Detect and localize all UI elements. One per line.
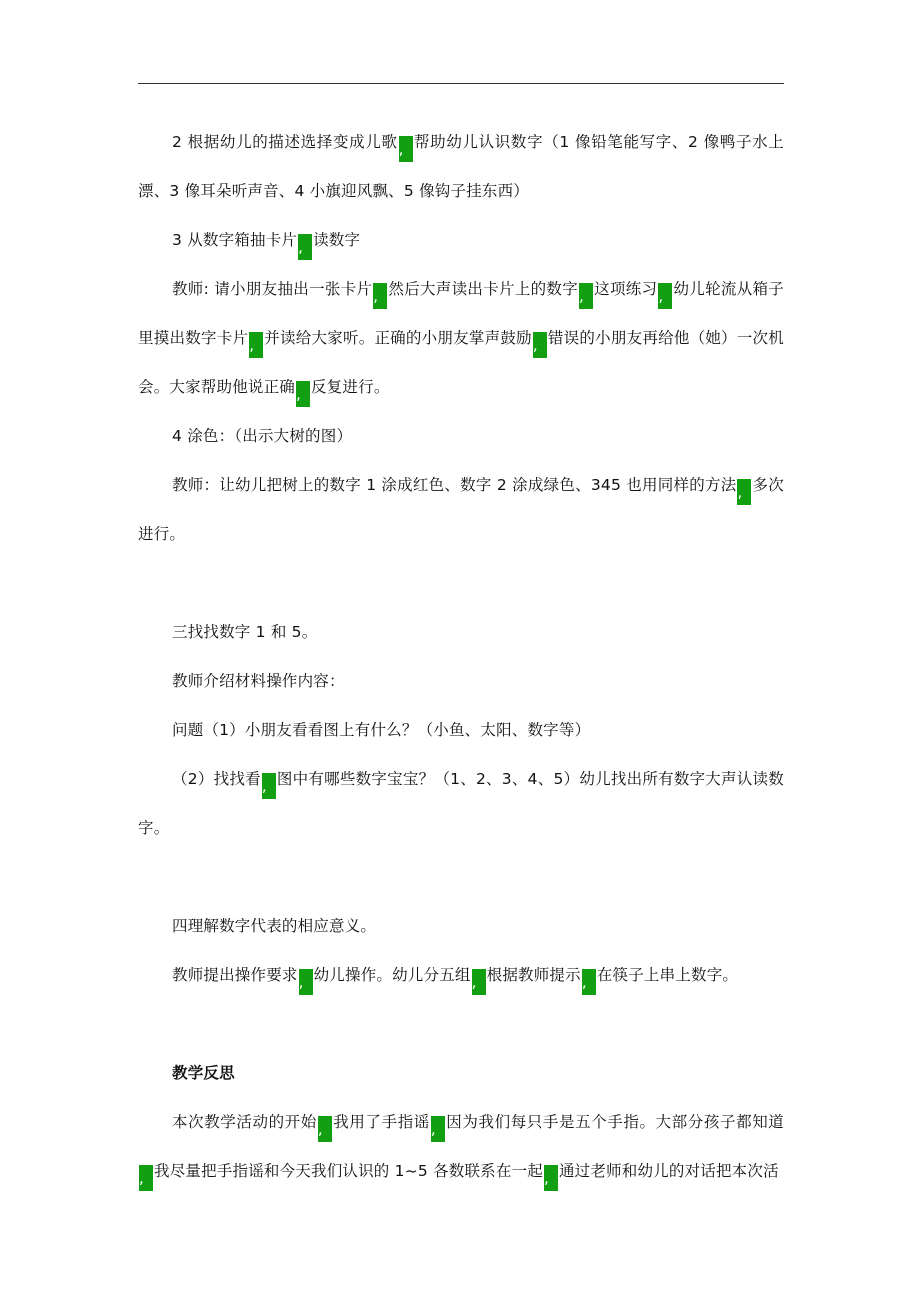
text: 图中有哪些数字宝宝？（1、2、3、4、5）幼儿找出所有数字大声认读数字。 (138, 770, 784, 837)
text: 我尽量把手指谣和今天我们认识的 1~5 各数联系在一起 (154, 1162, 543, 1180)
text: 幼儿轮流从箱子里摸出数字卡片 (138, 280, 784, 347)
paragraph-1 (138, 118, 784, 216)
comma-highlight: , (298, 234, 312, 260)
text: 本次教学活动的开始 (172, 1113, 317, 1131)
text: 反复进行。 (311, 378, 390, 396)
text: 读数字 (313, 231, 361, 249)
comma-highlight: , (582, 969, 596, 995)
document-body (138, 118, 784, 1196)
paragraph-8: 问题（1）小朋友看看图上有什么？（小鱼、太阳、数字等） (172, 721, 591, 739)
text: （2）找找看 (172, 770, 261, 788)
text: 教师：让幼儿把树上的数字 1 涂成红色、数字 2 涂成绿色、345 也用同样的方法 (172, 476, 737, 494)
comma-highlight: , (139, 1165, 153, 1191)
text: 根据教师提示 (486, 966, 581, 984)
section-title-3: 三找找数字 1 和 5。 (172, 623, 318, 641)
comma-highlight: , (533, 332, 547, 358)
text: 并读给大家听。正确的小朋友掌声鼓励 (264, 329, 532, 347)
paragraph-12 (138, 1098, 784, 1196)
paragraph-3 (138, 265, 784, 412)
comma-highlight: , (431, 1116, 445, 1142)
paragraph-2 (138, 216, 784, 265)
comma-highlight: , (472, 969, 486, 995)
text: 帮助幼儿认识数字（1 像铅笔能写字、2 像鸭子水上漂、3 像耳朵听声音、4 小旗迎风飘、5 像钩子挂东西） (138, 133, 784, 200)
comma-highlight: , (658, 283, 672, 309)
comma-highlight: , (373, 283, 387, 309)
comma-highlight: , (318, 1116, 332, 1142)
text: 错误的小朋友再给他（她）一次机会。大家帮助他说正确 (138, 329, 784, 396)
comma-highlight: , (262, 773, 276, 799)
text: 多次进行。 (138, 476, 784, 543)
text: 然后大声读出卡片上的数字 (388, 280, 579, 298)
comma-highlight: , (544, 1165, 558, 1191)
text: 3 从数字箱抽卡片 (172, 231, 298, 249)
paragraph-7: 教师介绍材料操作内容： (172, 672, 345, 690)
spacer (138, 559, 784, 608)
comma-highlight: , (579, 283, 593, 309)
comma-highlight: , (296, 381, 310, 407)
comma-highlight: , (249, 332, 263, 358)
paragraph-9 (138, 755, 784, 853)
text: 教师提出操作要求 (172, 966, 298, 984)
text: 这项练习 (594, 280, 658, 298)
text: 幼儿操作。幼儿分五组 (313, 966, 471, 984)
paragraph-4: 4 涂色：（出示大树的图） (172, 427, 353, 445)
spacer (138, 853, 784, 902)
comma-highlight: , (299, 969, 313, 995)
reflection-heading: 教学反思 (172, 1064, 235, 1082)
text: 教师: 请小朋友抽出一张卡片 (172, 280, 373, 298)
text: 因为我们每只手是五个手指。大部分孩子都知道 (445, 1113, 784, 1131)
paragraph-11 (138, 951, 784, 1000)
comma-highlight: , (399, 136, 413, 162)
header-rule (138, 83, 784, 84)
comma-highlight: , (737, 479, 751, 505)
text: 在筷子上串上数字。 (596, 966, 739, 984)
paragraph-5 (138, 461, 784, 559)
text: 2 根据幼儿的描述选择变成儿歌 (172, 133, 398, 151)
text: 我用了手指谣 (332, 1113, 430, 1131)
section-title-4: 四理解数字代表的相应意义。 (172, 917, 377, 935)
spacer (138, 1000, 784, 1049)
text: 通过老师和幼儿的对话把本次活 (558, 1162, 779, 1180)
